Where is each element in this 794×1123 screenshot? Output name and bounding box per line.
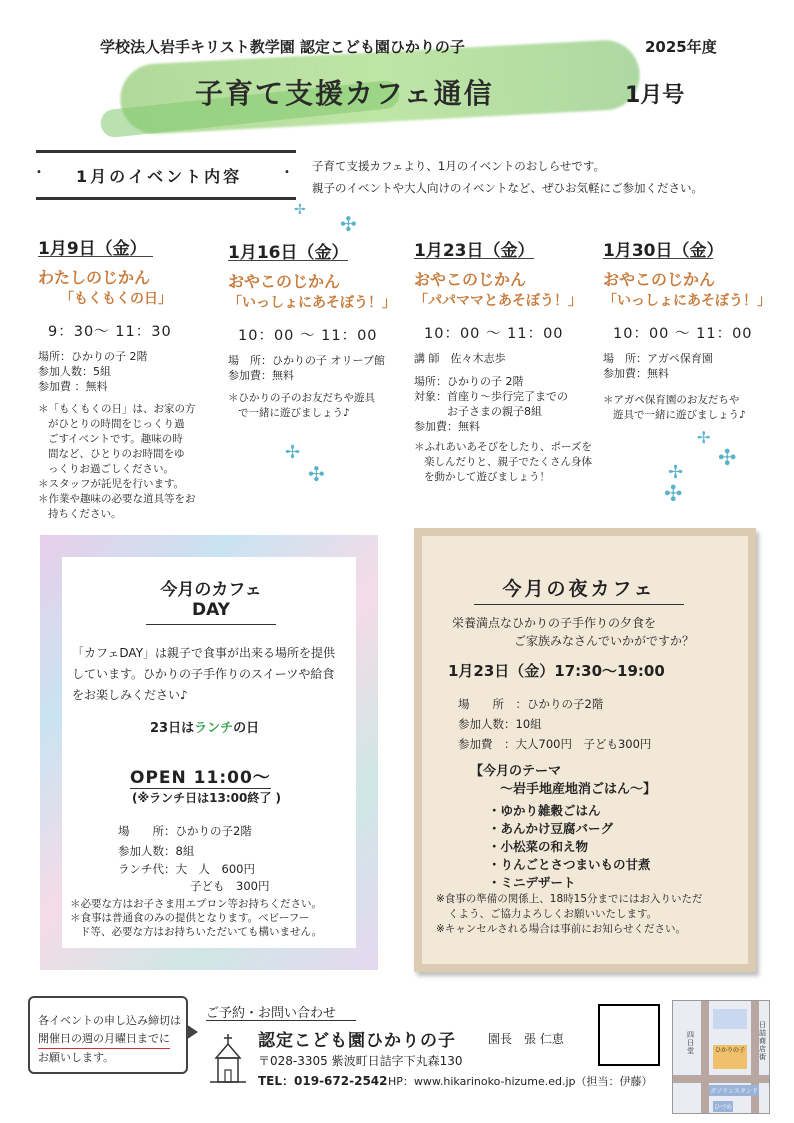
cafe-day-detail: 場 所：ひかりの子2階 (118, 824, 252, 838)
event-note: を動かして遊びましょう！ (424, 471, 550, 483)
event-detail: 参加費 ：無料 (38, 380, 108, 393)
map-label-shop: 四日堂 (687, 1031, 694, 1055)
cafe-day-details (118, 821, 252, 861)
event-title: わたしのじかん (38, 268, 151, 287)
event-note: ＊スタッフが託児を行います。 (38, 478, 185, 490)
date-underline (38, 256, 153, 257)
cafe-day-note: ド等、必要な方はお持ちいただいても構いません。 (80, 926, 323, 938)
event-1 (38, 234, 213, 522)
event-subtitle: 「もくもくの日」 (60, 291, 172, 307)
sparkle-icon: ✢ (668, 462, 684, 483)
night-cafe-inner (422, 536, 748, 964)
night-cafe-note: ※食事の準備の関係上、18時15分までにはお入りいただ (436, 893, 703, 905)
date-underline (228, 260, 348, 261)
banner-dot-right: • (284, 167, 290, 178)
event-detail: 場所：ひかりの子 2階 (38, 350, 148, 363)
deadline-text (38, 1012, 181, 1067)
night-cafe-title: 今月の夜カフェ (474, 574, 684, 605)
lunch-day-note (150, 717, 259, 736)
event-detail: 場所：ひかりの子 2階 (414, 375, 524, 388)
menu-item: ・ゆかり雑穀ごはん (488, 803, 601, 818)
event-title: おやこのじかん (414, 270, 527, 289)
bubble-tail (186, 1024, 198, 1040)
event-4 (603, 236, 783, 423)
event-time: 9：30～ 11：30 (48, 324, 172, 340)
event-time: 10：00 ～ 11：00 (424, 326, 564, 342)
contact-label: ご予約・お問い合わせ (206, 1006, 337, 1021)
event-note: ＊「もくもくの日」は、お家の方 (38, 403, 196, 415)
lunch-day-pre: 23日は (150, 721, 195, 736)
event-note: ＊アガペ保育園のお友だちや (603, 394, 740, 406)
sparkle-icon: ✣ (308, 462, 325, 486)
event-time: 10：00 ～ 11：00 (238, 328, 378, 344)
event-detail: 参加費：無料 (414, 420, 480, 433)
event-date: 1月30日（金） (603, 241, 724, 261)
event-date: 1月23日（金） (414, 241, 535, 261)
footer-director: 園長 張 仁恵 (488, 1032, 564, 1046)
event-subtitle: 「いっしょにあそぼう！」 (228, 295, 396, 311)
footer-tel: TEL：019-672-2542 (258, 1074, 388, 1088)
event-detail: 講 師 佐々木志歩 (414, 352, 506, 365)
cafe-day-desc-line: しています。ひかりの子手作りのスイーツや給食 (72, 667, 335, 681)
deadline-line: お願いします。 (38, 1051, 115, 1064)
banner-dot-left: • (36, 167, 42, 178)
event-note: ＊ひかりの子のお友だちや遊具 (228, 392, 375, 404)
cafe-day-desc-line: をお楽しみください♪ (72, 688, 188, 702)
date-underline (414, 258, 534, 259)
event-note: 遊具で一緒に遊びましょう♪ (613, 409, 746, 421)
map-hikarinoko: ひかりの子 (713, 1045, 747, 1069)
cafe-open-time: OPEN 11:00～ (130, 763, 271, 789)
menu-item: ・あんかけ豆腐バーグ (488, 821, 614, 836)
footer-org: 認定こども園ひかりの子 (258, 1031, 456, 1051)
event-detail: 参加費：無料 (603, 367, 669, 380)
map-label-street: 日詰商店街 (759, 1021, 766, 1061)
event-time: 10：00 ～ 11：00 (613, 326, 753, 342)
night-cafe-menu (488, 802, 651, 892)
event-detail: 対象：首座り～歩行完了までの (414, 390, 568, 403)
cafe-day-title: 今月のカフェDAY (146, 575, 276, 625)
cafe-day-note: ＊食事は普通食のみの提供となります。ベビーフー (70, 912, 310, 924)
night-cafe-datetime: 1月23日（金）17:30～19:00 (448, 662, 665, 680)
deadline-line: 各イベントの申し込み締切は (38, 1014, 181, 1027)
event-detail: お子さまの親子8組 (414, 405, 542, 418)
menu-item: ・りんごとさつまいもの甘煮 (488, 857, 651, 872)
night-cafe-note: くよう、ご協力よろしくお願いいたします。 (448, 908, 658, 920)
night-cafe-detail: 参加費 ：大人700円 子ども300円 (458, 737, 652, 751)
footer-address: 〒028-3305 紫波町日詰字下丸森130 (258, 1054, 463, 1068)
page-title: 子育て支援カフェ通信 (195, 77, 494, 110)
sparkle-icon: ✢ (294, 202, 306, 218)
event-2 (228, 238, 403, 421)
event-note: ＊ふれあいあそびをしたり、ポーズを (414, 441, 592, 453)
price-adult: 大 人 600円 (175, 862, 255, 876)
footer-hp: HP：www.hikarinoko-hizume.ed.jp（担当：伊藤） (388, 1075, 653, 1088)
event-subtitle: 「パパママとあそぼう！」 (414, 293, 582, 309)
cafe-day-notes (70, 897, 322, 939)
lunch-word: ランチ (194, 721, 234, 736)
night-cafe-theme-2: ～岩手地産地消ごはん～】 (500, 782, 657, 797)
event-note: 間など、ひとりのお時間をゆ (48, 448, 185, 460)
night-cafe-detail: 場 所 ：ひかりの子2階 (458, 697, 604, 711)
deadline-bubble (28, 996, 188, 1074)
cafe-day-panel (40, 535, 378, 970)
map-label-gas: ガソリンスタンド (709, 1085, 759, 1096)
events-section-title: 1月のイベント内容 (76, 167, 243, 186)
map-road (673, 1075, 769, 1083)
contact-divider (206, 1020, 356, 1021)
event-detail: 場 所：ひかりの子 オリーブ館 (228, 354, 385, 367)
map-label-hizume: ひづめ (713, 1101, 733, 1112)
menu-item: ・小松菜の和え物 (488, 839, 589, 854)
night-cafe-note: ※キャンセルされる場合は事前にお知らせください。 (436, 923, 686, 935)
issue-number: 1月号 (625, 83, 685, 108)
event-date: 1月9日（金） (38, 239, 147, 259)
church-icon (208, 1032, 248, 1086)
night-cafe-detail: 参加人数：10組 (458, 717, 542, 731)
cafe-day-desc (72, 643, 335, 706)
map-building (713, 1009, 747, 1029)
cafe-day-inner (62, 557, 356, 948)
night-cafe-notes (436, 892, 703, 937)
event-detail: 参加費：無料 (228, 369, 294, 382)
night-cafe-theme-1: 【今月のテーマ (470, 764, 562, 779)
sparkle-icon: ✣ (718, 446, 737, 471)
header-org: 学校法人岩手キリスト教学園 認定こども園ひかりの子 (100, 38, 465, 56)
event-subtitle: 「いっしょにあそぼう！」 (603, 293, 771, 309)
event-title: おやこのじかん (603, 270, 716, 289)
sparkle-icon: ✢ (697, 428, 711, 447)
menu-item: ・ミニデザート (488, 875, 576, 890)
night-cafe-lead-1: 栄養満点なひかりの子手作りの夕食を (452, 616, 657, 630)
price-child: 子ども 300円 (190, 879, 270, 893)
map-road (701, 1001, 709, 1113)
night-cafe-details (458, 694, 651, 754)
cafe-day-desc-line: 「カフェDAY」は親子で食事が出来る場所を提供 (72, 646, 336, 660)
event-note: っくりお過ごしください。 (48, 463, 174, 475)
event-date: 1月16日（金） (228, 243, 349, 263)
map-road (751, 1001, 759, 1113)
date-underline (603, 258, 713, 259)
price-label: ランチ代： (118, 862, 176, 876)
events-intro-2: 親子のイベントや大人向けのイベントなど、ぜひお気軽にご参加ください。 (312, 181, 703, 195)
sparkle-icon: ✣ (340, 212, 357, 236)
event-note: 持ちください。 (48, 508, 122, 520)
event-title: おやこのじかん (228, 272, 341, 291)
cafe-day-price (118, 861, 269, 895)
event-note: がひとりの時間をじっくり過 (48, 418, 185, 430)
qr-code[interactable] (598, 1004, 660, 1066)
cafe-open-note: (※ランチ日は13:00終了 ) (132, 791, 282, 805)
events-section-banner (36, 150, 296, 200)
cafe-day-note: ＊必要な方はお子さま用エプロン等お持ちください。 (70, 898, 322, 910)
event-note: で一緒に遊びましょう♪ (238, 407, 350, 419)
event-note: ごすイベントです。趣味の時 (48, 433, 183, 445)
event-note: 楽しんだりと、親子でたくさん身体 (424, 456, 592, 468)
event-note: ＊作業や趣味の必要な道具等をお (38, 493, 196, 505)
events-intro-1: 子育て支援カフェより、1月のイベントのおしらせです。 (312, 159, 605, 173)
night-cafe-panel (414, 528, 756, 972)
event-3 (414, 236, 594, 485)
event-detail: 参加人数：5組 (38, 365, 111, 378)
sparkle-icon: ✢ (285, 442, 301, 463)
lunch-day-post: の日 (233, 721, 260, 736)
sparkle-icon: ✣ (664, 482, 683, 507)
night-cafe-lead-2: ご家族みなさんでいかがですか？ (514, 634, 695, 648)
deadline-line-underlined: 開催日の週の月曜日までに (38, 1030, 170, 1049)
header-year: 2025年度 (645, 38, 717, 56)
cafe-day-detail: 参加人数：8組 (118, 844, 195, 858)
access-map (672, 1000, 770, 1114)
event-detail: 場 所：アガペ保育園 (603, 352, 713, 365)
